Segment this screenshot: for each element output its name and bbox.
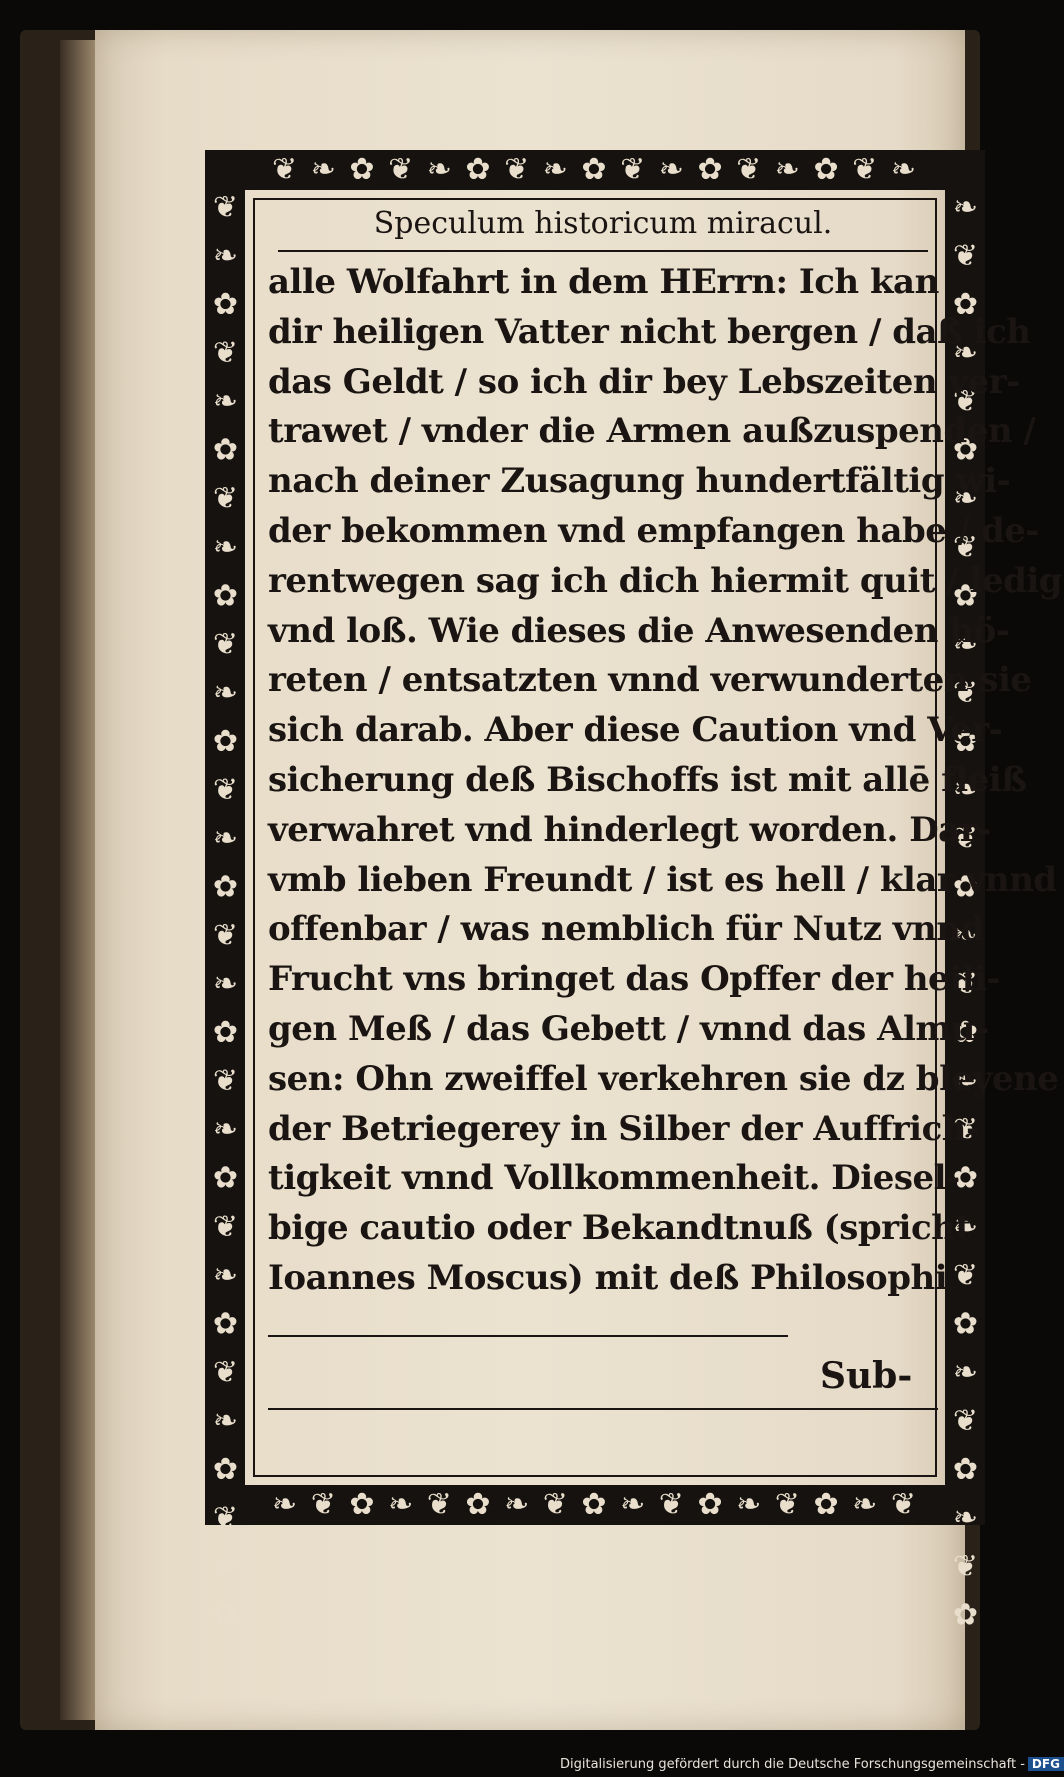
- bottom-rule-lower: [268, 1408, 938, 1410]
- body-text: [268, 258, 1063, 1304]
- border-ornament-left: ❦ ❧ ✿ ❦ ❧ ✿ ❦ ❧ ✿ ❦ ❧ ✿ ❦ ❧ ✿ ❦ ❧ ✿ ❦ ❧ ✿ ❦ ❧ ✿ ❦ ❧ ✿ ❦ ❧ ✿: [208, 190, 243, 1635]
- text-line: bige cautio oder Bekandtnuß (spricht: [268, 1208, 971, 1249]
- text-line: das Geldt / so ich dir bey Lebszeiten ver-: [268, 361, 1020, 402]
- text-line: sen: Ohn zweiffel verkehren sie dz bleyene: [268, 1058, 1059, 1099]
- text-line: rentwegen sag ich dich hiermit quit / ledig: [268, 560, 1063, 601]
- text-line: Frucht vns bringet das Opffer der heili-: [268, 959, 1001, 1000]
- footer-credit: [560, 1757, 1064, 1777]
- text-line: vmb lieben Freundt / ist es hell / klar vnnd: [268, 859, 1057, 900]
- text-line: tigkeit vnnd Vollkommenheit. Diesel-: [268, 1158, 960, 1199]
- border-ornament-bottom: ❧ ❦ ✿ ❧ ❦ ✿ ❧ ❦ ✿ ❧ ❦ ✿ ❧ ❦ ✿ ❧ ❦: [272, 1487, 918, 1522]
- border-ornament-top: ❦ ❧ ✿ ❦ ❧ ✿ ❦ ❧ ✿ ❦ ❧ ✿ ❦ ❧ ✿ ❦ ❧: [272, 152, 918, 187]
- text-line: trawet / vnder die Armen außzuspenden /: [268, 411, 1036, 452]
- text-line: der bekommen vnd empfangen habe / de-: [268, 510, 1040, 551]
- catchword: Sub-: [820, 1355, 913, 1397]
- border-ornament-right: ❧ ❦ ✿ ❧ ❦ ✿ ❧ ❦ ✿ ❧ ❦ ✿ ❧ ❦ ✿ ❧ ❦ ✿ ❧ ❦ ✿ ❧ ❦ ✿ ❧ ❦ ✿ ❧ ❦ ✿: [948, 190, 983, 1635]
- text-line: gen Meß / das Gebett / vnnd das Almu-: [268, 1008, 989, 1049]
- text-line: vnd loß. Wie dieses die Anwesenden hö-: [268, 610, 1010, 651]
- dfg-logo: DFG: [1028, 1757, 1064, 1771]
- text-line: reten / entsatzten vnnd verwunderten sie: [268, 660, 1032, 701]
- text-line: der Betriegerey in Silber der Auffrich-: [268, 1108, 980, 1149]
- text-line: Ioannes Moscus) mit deß Philosophi: [268, 1257, 948, 1298]
- text-line: dir heiligen Vatter nicht bergen / daß ich: [268, 311, 1031, 352]
- running-head: Speculum historicum miracul.: [278, 200, 928, 252]
- text-line: sich darab. Aber diese Caution vnd Ver-: [268, 710, 1003, 751]
- text-block: [268, 200, 1063, 1410]
- text-line: verwahret vnd hinderlegt worden. Dar-: [268, 809, 991, 850]
- footer-text: Digitalisierung gefördert durch die Deutsche Forschungsgemeinschaft -: [560, 1757, 1025, 1772]
- text-line: offenbar / was nemblich für Nutz vnnd: [268, 909, 984, 950]
- text-line: nach deiner Zusagung hundertfältig wi-: [268, 461, 1011, 502]
- page-edge: [60, 40, 100, 1720]
- text-line: alle Wolfahrt in dem HErrn: Ich kan: [268, 262, 939, 302]
- bottom-rule: [268, 1335, 788, 1337]
- text-line: sicherung deß Bischoffs ist mit allē fleiß: [268, 759, 1027, 800]
